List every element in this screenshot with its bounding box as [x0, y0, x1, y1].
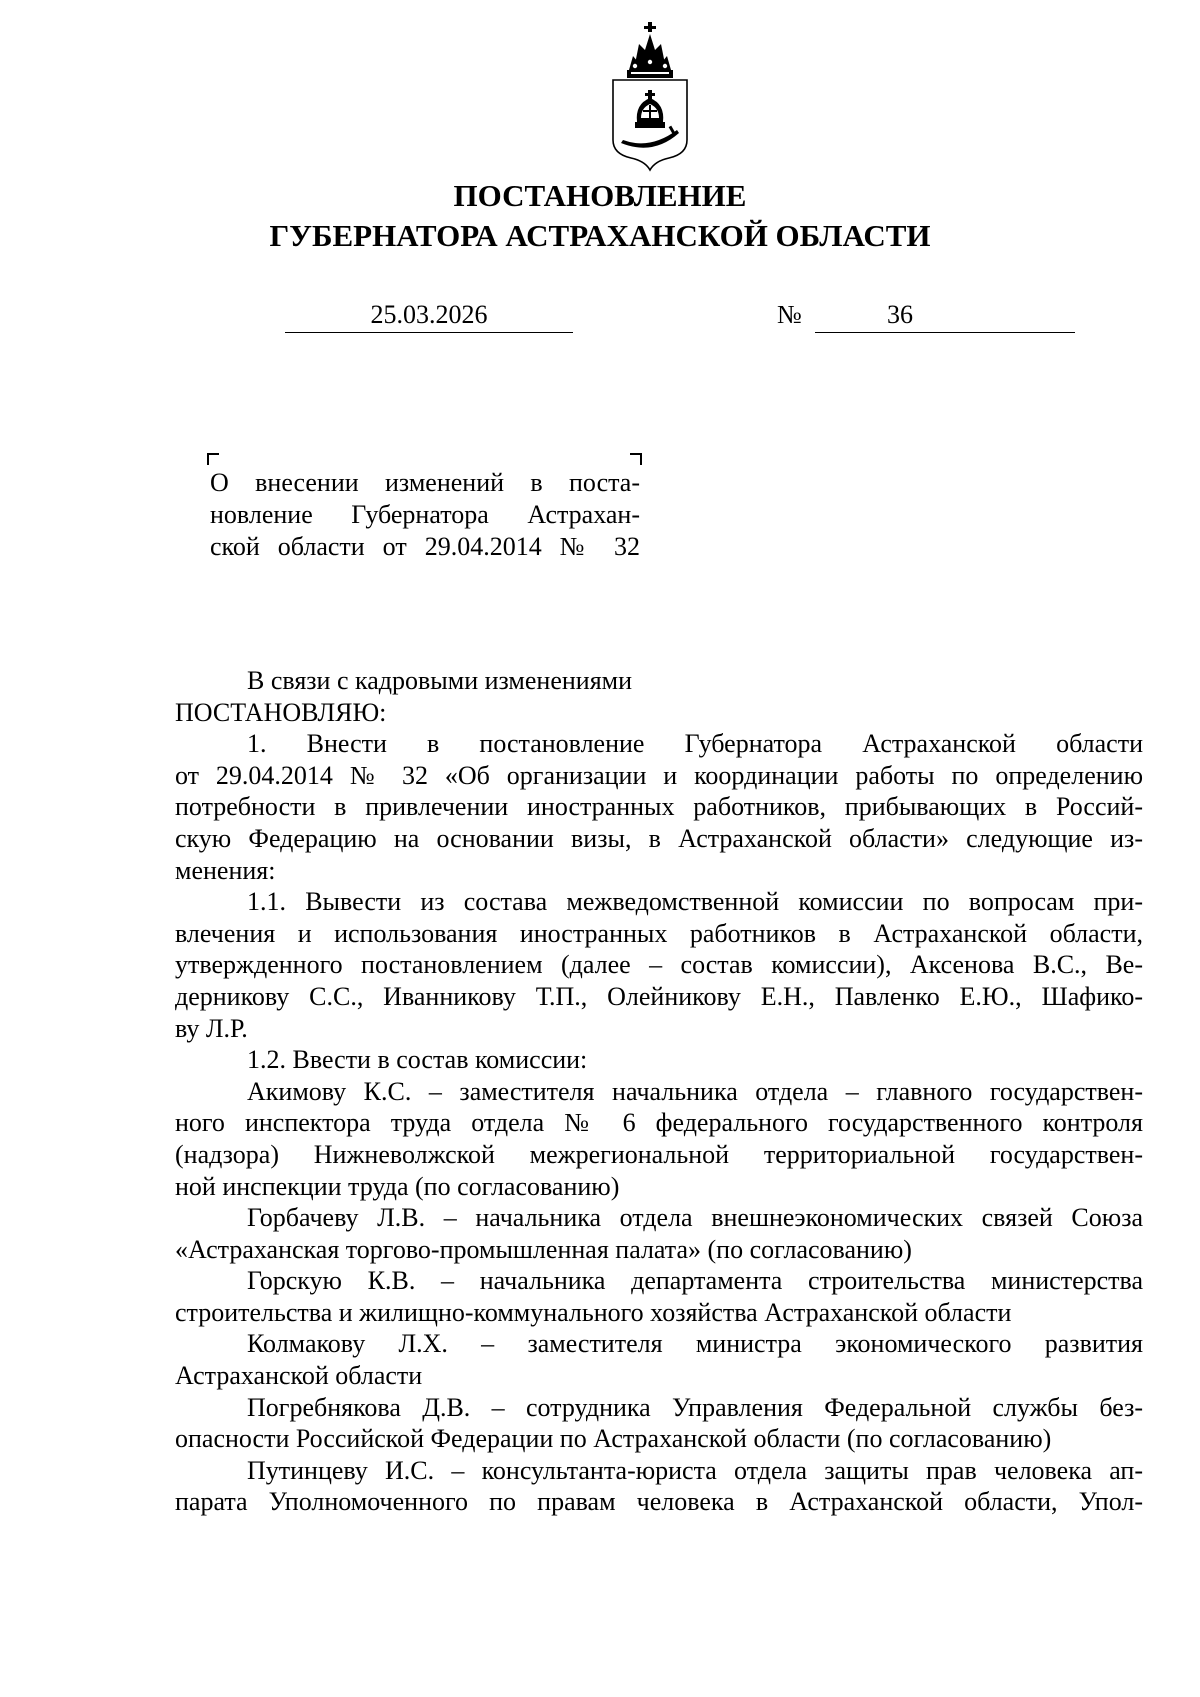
- subject-line: ской области от 29.04.2014 № 32: [210, 532, 640, 561]
- body-line: «Астраханская торгово-промышленная палата» (по согласованию): [175, 1234, 912, 1264]
- body-line: утвержденного постановлением (далее – состав комиссии), Аксенова В.С., Ве-: [175, 950, 1143, 980]
- subject-corner-left-icon: [207, 453, 219, 465]
- body-line: менения:: [175, 855, 276, 885]
- body-line: ной инспекции труда (по согласованию): [175, 1171, 620, 1201]
- body-line: Путинцеву И.С. – консультанта-юриста отдела защиты прав человека ап-: [247, 1455, 1143, 1485]
- document-date: 25.03.2026: [285, 298, 573, 333]
- body-line: В связи с кадровыми изменениями: [247, 666, 633, 695]
- body-line: строительства и жилищно-коммунального хозяйства Астраханской области: [175, 1297, 1012, 1327]
- body-line: (надзора) Нижневолжской межрегиональной территориальной государствен-: [175, 1139, 1143, 1169]
- body-line: Погребнякова Д.В. – сотрудника Управления Федеральной службы без-: [247, 1392, 1143, 1422]
- subject-line: новление Губернатора Астрахан-: [210, 500, 640, 529]
- body-line: Акимову К.С. – заместителя начальника отдела – главного государствен-: [247, 1076, 1143, 1106]
- subject-line: О внесении изменений в поста-: [210, 468, 640, 497]
- document-number-field: [815, 298, 1075, 333]
- subject-corner-right-icon: [630, 453, 642, 465]
- body-line: Горбачеву Л.В. – начальника отдела внешнеэкономических связей Союза: [247, 1203, 1143, 1233]
- body-line: парата Уполномоченного по правам человека в Астраханской области, Упол-: [175, 1487, 1143, 1517]
- body-line: от 29.04.2014 № 32 «Об организации и координации работы по определению: [175, 760, 1143, 790]
- document-number: 36: [887, 300, 913, 329]
- body-line: 1.2. Ввести в состав комиссии:: [247, 1045, 588, 1075]
- body-line: 1. Внести в постановление Губернатора Астраханской области: [247, 729, 1143, 759]
- body-line: ного инспектора труда отдела № 6 федерального государственного контроля: [175, 1108, 1143, 1138]
- document-title-line1: ПОСТАНОВЛЕНИЕ: [453, 178, 747, 213]
- body-line: Горскую К.В. – начальника департамента строительства министерства: [247, 1266, 1143, 1296]
- body-line: 1.1. Вывести из состава межведомственной комиссии по вопросам при-: [247, 887, 1143, 917]
- body-line: скую Федерацию на основании визы, в Астраханской области» следующие из-: [175, 823, 1143, 853]
- astrakhan-coat-of-arms-icon: [605, 22, 695, 172]
- number-sign: №: [777, 300, 802, 329]
- body-line: Астраханской области: [175, 1361, 423, 1391]
- body-line: влечения и использования иностранных работников в Астраханской области,: [175, 918, 1143, 948]
- document-title-line2: ГУБЕРНАТОРА АСТРАХАНСКОЙ ОБЛАСТИ: [269, 218, 931, 253]
- document-subject: [210, 467, 640, 563]
- document-body: [175, 665, 1143, 1518]
- body-line: Колмакову Л.Х. – заместителя министра экономического развития: [247, 1329, 1143, 1359]
- body-line: потребности в привлечении иностранных работников, прибывающих в Россий-: [175, 792, 1143, 822]
- body-line: ву Л.Р.: [175, 1013, 248, 1043]
- body-line: опасности Российской Федерации по Астраханской области (по согласованию): [175, 1424, 1052, 1454]
- body-line: дерникову С.С., Иванникову Т.П., Олейникову Е.Н., Павленко Е.Ю., Шафико-: [175, 981, 1143, 1011]
- body-line: ПОСТАНОВЛЯЮ:: [175, 697, 387, 727]
